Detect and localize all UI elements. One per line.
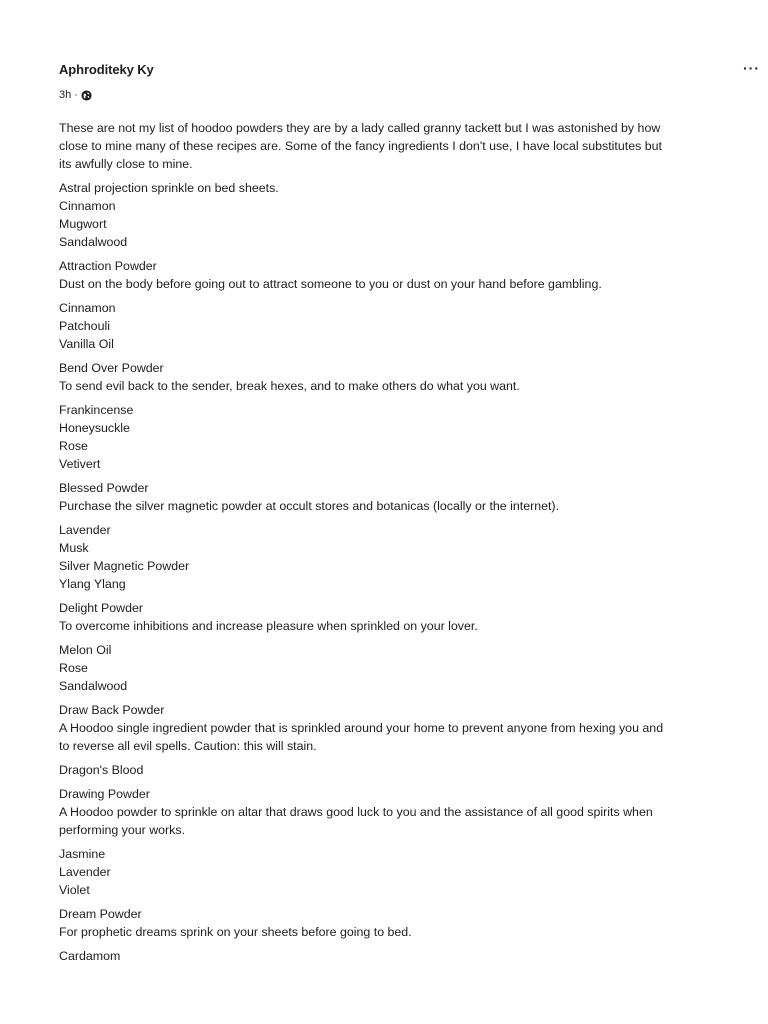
recipe-line: Patchouli: [59, 319, 110, 333]
recipe-line: Jasmine: [59, 847, 106, 861]
recipe-line: Melon Oil: [59, 643, 112, 657]
recipe-line: Attraction Powder: [59, 259, 157, 273]
recipe-block: [59, 761, 719, 779]
recipe-line: Vanilla Oil: [59, 337, 114, 351]
recipe-line: Dust on the body before going out to attract someone to you or dust on your hand before gambling.: [59, 277, 602, 291]
recipe-line: For prophetic dreams sprink on your sheets before going to bed.: [59, 925, 412, 939]
recipe-block: [59, 947, 719, 965]
recipe-line: Cardamom: [59, 949, 121, 963]
recipe-line: A Hoodoo powder to sprinkle on altar that draws good luck to you and the assistance of all good spirits when: [59, 805, 653, 819]
intro-line: These are not my list of hoodoo powders they are by a lady called granny tackett but I was astonished by how: [59, 121, 661, 135]
recipe-line: Draw Back Powder: [59, 703, 165, 717]
recipe-line: Lavender: [59, 865, 111, 879]
recipe-line: Silver Magnetic Powder: [59, 559, 190, 573]
recipe-line: Vetivert: [59, 457, 101, 471]
recipe-block: [59, 299, 719, 353]
post-intro: [59, 119, 719, 173]
recipe-block: [59, 785, 719, 839]
recipe-line: performing your works.: [59, 823, 186, 837]
recipe-block: [59, 179, 719, 251]
post-timestamp[interactable]: 3h ·: [59, 89, 78, 101]
post-author-name[interactable]: Aphroditeky Ky: [59, 62, 154, 77]
recipe-line: A Hoodoo single ingredient powder that is sprinkled around your home to prevent anyone from hexing you and: [59, 721, 664, 735]
recipe-block: [59, 479, 719, 515]
recipe-line: To send evil back to the sender, break hexes, and to make others do what you want.: [59, 379, 520, 393]
recipe-line: Lavender: [59, 523, 111, 537]
recipe-line: Blessed Powder: [59, 481, 149, 495]
recipe-line: Drawing Powder: [59, 787, 150, 801]
recipe-line: to reverse all evil spells. Caution: this will stain.: [59, 739, 317, 753]
recipe-line: Bend Over Powder: [59, 361, 164, 375]
recipe-block: [59, 701, 719, 755]
post-meta: [59, 89, 92, 101]
globe-icon: [81, 90, 92, 101]
recipe-line: Dragon's Blood: [59, 763, 144, 777]
recipe-block: [59, 845, 719, 899]
recipe-line: Rose: [59, 661, 88, 675]
recipe-line: Purchase the silver magnetic powder at occult stores and botanicas (locally or the internet).: [59, 499, 560, 513]
recipe-line: Mugwort: [59, 217, 107, 231]
post-body: [59, 119, 719, 971]
recipe-line: Dream Powder: [59, 907, 142, 921]
recipe-line: Honeysuckle: [59, 421, 130, 435]
recipe-line: Rose: [59, 439, 88, 453]
recipe-line: Cinnamon: [59, 301, 116, 315]
recipe-block: [59, 905, 719, 941]
intro-line: close to mine many of these recipes are. Some of the fancy ingredients I don't use, I have local substitutes but: [59, 139, 662, 153]
recipe-line: Astral projection sprinkle on bed sheets.: [59, 181, 279, 195]
recipe-line: Frankincense: [59, 403, 134, 417]
recipe-line: Delight Powder: [59, 601, 144, 615]
recipe-line: Ylang Ylang: [59, 577, 126, 591]
recipe-block: [59, 257, 719, 293]
recipe-line: Sandalwood: [59, 235, 128, 249]
recipe-line: Violet: [59, 883, 90, 897]
recipe-line: Cinnamon: [59, 199, 116, 213]
more-options-button[interactable]: ···: [743, 60, 760, 76]
recipe-block: [59, 401, 719, 473]
recipe-line: To overcome inhibitions and increase pleasure when sprinkled on your lover.: [59, 619, 478, 633]
recipe-line: Musk: [59, 541, 89, 555]
recipe-line: Sandalwood: [59, 679, 128, 693]
recipe-block: [59, 641, 719, 695]
intro-line: its awfully close to mine.: [59, 157, 193, 171]
recipe-block: [59, 359, 719, 395]
recipe-block: [59, 599, 719, 635]
recipe-block: [59, 521, 719, 593]
